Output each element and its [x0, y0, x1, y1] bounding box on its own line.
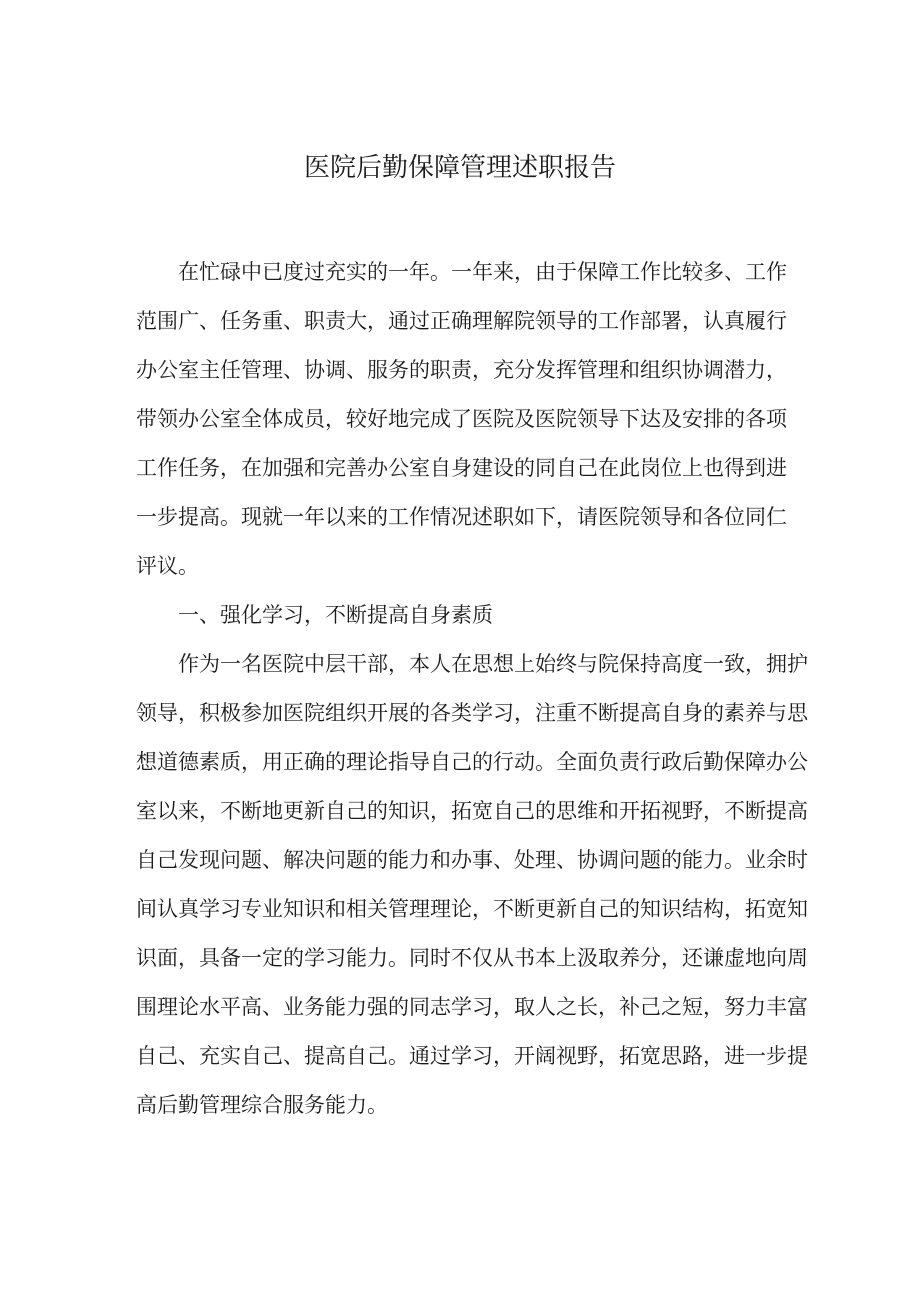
- paragraph-1-line-1: 在忙碌中已度过充实的一年。一年来，由于保障工作比较多、工作: [178, 260, 787, 284]
- paragraph-2-line-6: 间认真学习专业知识和相关管理理论，不断更新自己的知识结构，拓宽知: [136, 897, 808, 921]
- paragraph-1-line-7: 评议。: [136, 554, 199, 578]
- paragraph-1-line-5: 工作任务，在加强和完善办公室自身建设的同自己在此岗位上也得到进: [136, 456, 787, 480]
- paragraph-1-line-2: 范围广、任务重、职责大，通过正确理解院领导的工作部署，认真履行: [136, 309, 787, 333]
- paragraph-1-line-4: 带领办公室全体成员，较好地完成了医院及医院领导下达及安排的各项: [136, 407, 787, 431]
- paragraph-2-line-10: 高后勤管理综合服务能力。: [136, 1093, 388, 1117]
- paragraph-2-line-8: 围理论水平高、业务能力强的同志学习，取人之长，补己之短，努力丰富: [136, 995, 808, 1019]
- paragraph-1-line-6: 一步提高。现就一年以来的工作情况述职如下，请医院领导和各位同仁: [136, 505, 787, 529]
- paragraph-2-line-2: 领导，积极参加医院组织开展的各类学习，注重不断提高自身的素养与思: [136, 701, 808, 725]
- paragraph-2-line-9: 自己、充实自己、提高自己。通过学习，开阔视野，拓宽思路，进一步提: [136, 1044, 808, 1068]
- paragraph-1-line-3: 办公室主任管理、协调、服务的职责，充分发挥管理和组织协调潜力，: [136, 358, 787, 382]
- section-heading: 一、强化学习，不断提高自身素质: [178, 603, 493, 627]
- paragraph-2-line-3: 想道德素质，用正确的理论指导自己的行动。全面负责行政后勤保障办公: [136, 750, 808, 774]
- document-title: 医院后勤保障管理述职报告: [303, 153, 616, 183]
- paragraph-2-line-1: 作为一名医院中层干部，本人在思想上始终与院保持高度一致，拥护: [178, 652, 808, 676]
- paragraph-2-line-7: 识面，具备一定的学习能力。同时不仅从书本上汲取养分，还谦虚地向周: [136, 946, 808, 970]
- paragraph-2-line-4: 室以来，不断地更新自己的知识，拓宽自己的思维和开拓视野，不断提高: [136, 799, 808, 823]
- paragraph-2-line-5: 自己发现问题、解决问题的能力和办事、处理、协调问题的能力。业余时: [136, 848, 808, 872]
